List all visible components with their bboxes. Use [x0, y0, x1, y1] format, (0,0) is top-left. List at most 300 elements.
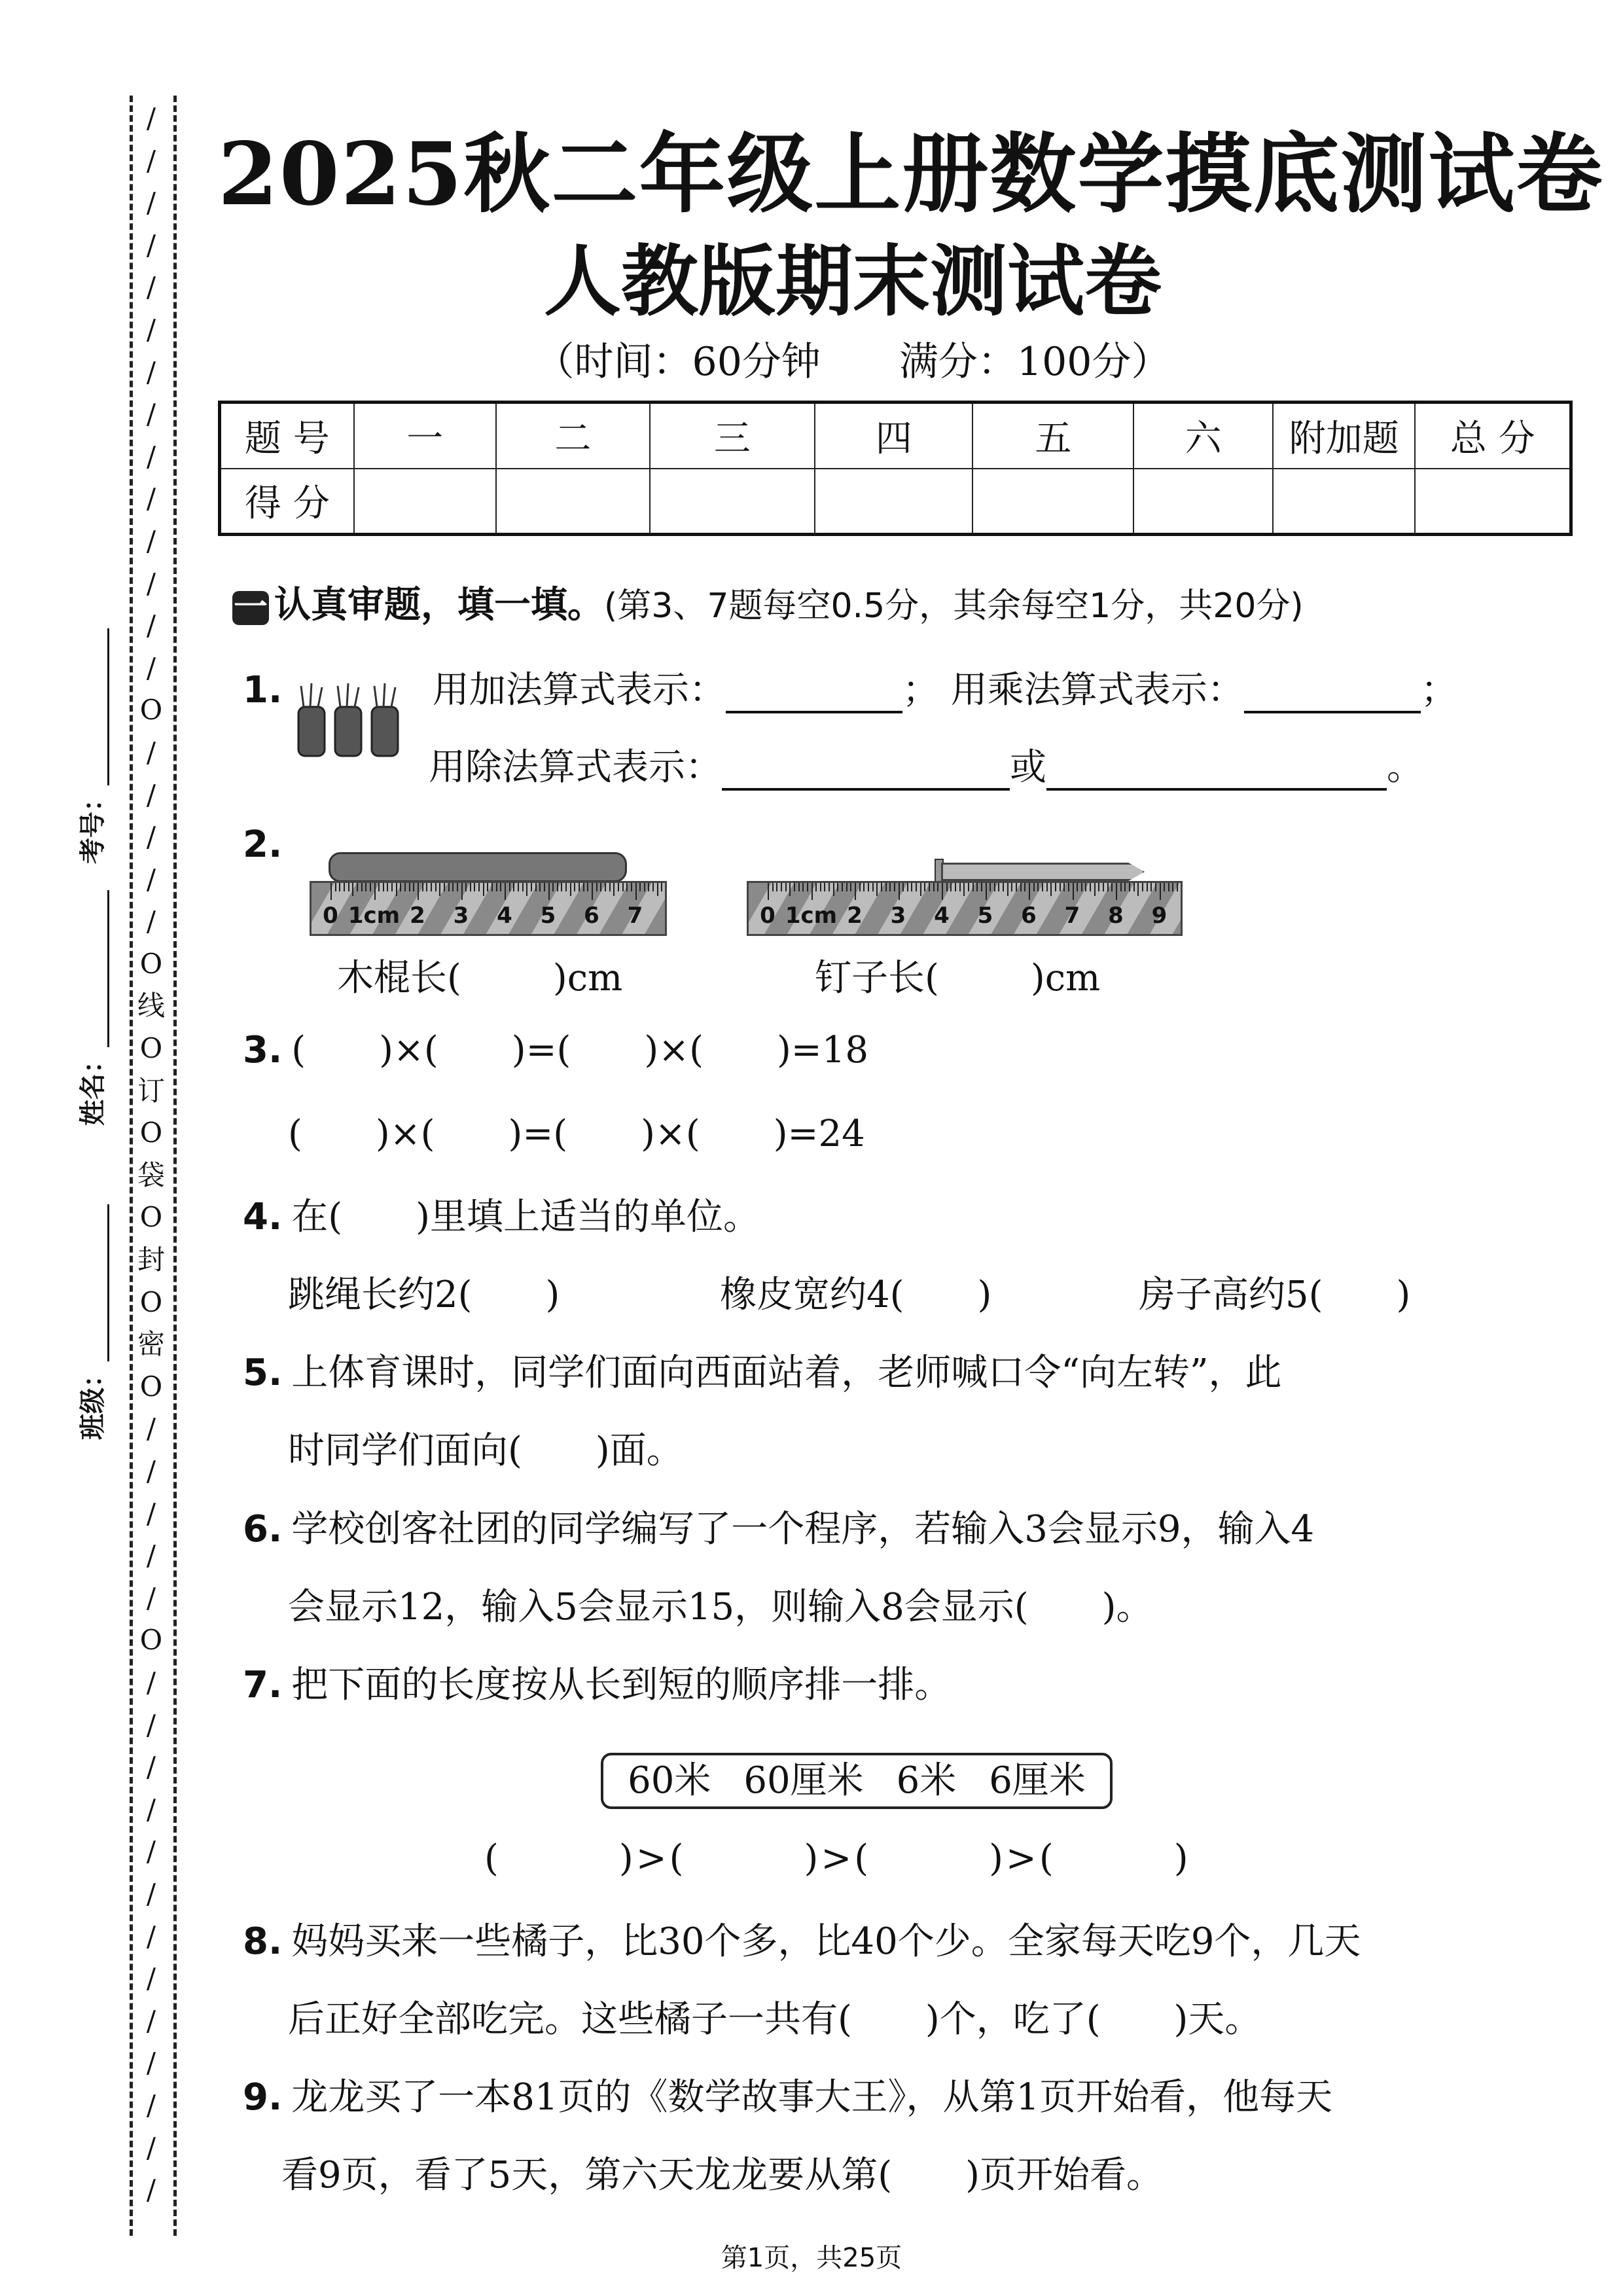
- ruler-tick: [639, 883, 641, 891]
- ruler-tick: [339, 883, 340, 891]
- strip-char: 密: [137, 1328, 165, 1361]
- strip-char: /: [146, 1497, 156, 1530]
- ruler-tick: [574, 883, 575, 891]
- length-item: 6米: [896, 1759, 957, 1802]
- ruler-label: 3: [890, 903, 906, 929]
- ruler-label: 4: [934, 903, 950, 929]
- class-field[interactable]: [107, 1204, 109, 1361]
- ruler-tick: [986, 883, 987, 900]
- strip-char: /: [146, 2131, 156, 2164]
- ruler-tick: [461, 883, 463, 900]
- ruler-tick: [418, 883, 419, 900]
- strip-char: /: [146, 398, 156, 431]
- ruler-tick: [990, 883, 991, 891]
- ruler-tick: [916, 883, 917, 891]
- ruler-tick: [465, 883, 467, 891]
- ruler-tick: [1120, 883, 1122, 891]
- ruler-label: 2: [847, 903, 863, 929]
- ruler-tick: [391, 883, 393, 891]
- length-item: 6厘米: [989, 1759, 1086, 1802]
- q3-line-1[interactable]: ( )×( )=( )×( )=18: [291, 1029, 868, 1071]
- strip-char: /: [146, 609, 156, 642]
- q7-text: 把下面的长度按从长到短的顺序排一排。: [291, 1664, 952, 1706]
- ruler-tick: [1172, 883, 1173, 891]
- ruler-tick: [357, 883, 358, 891]
- ruler-tick: [998, 883, 999, 891]
- ruler-tick: [618, 883, 619, 891]
- question-number: 4.: [243, 1196, 283, 1238]
- ruler-tick: [383, 883, 384, 891]
- strip-char: /: [146, 905, 156, 938]
- ruler-1: [310, 881, 667, 936]
- score-cell[interactable]: [1415, 469, 1571, 535]
- ruler-tick: [483, 883, 484, 896]
- stick-length-question: [337, 949, 622, 1001]
- ruler-tick: [1085, 883, 1086, 891]
- strip-char: /: [146, 440, 156, 473]
- strip-char: 线: [137, 990, 165, 1022]
- ruler-tick: [1068, 883, 1069, 891]
- ruler-tick: [657, 883, 658, 896]
- ruler-tick: [963, 883, 965, 896]
- ruler-tick: [631, 883, 632, 891]
- section-note: (第3、7题每空0.5分，其余每空1分，共20分): [604, 586, 1304, 626]
- ruler-tick: [1177, 883, 1178, 891]
- ruler-tick: [422, 883, 423, 891]
- ruler-tick: [815, 883, 817, 891]
- score-table: [218, 401, 1573, 536]
- separator: ；: [1420, 669, 1457, 711]
- ruler-tick: [435, 883, 437, 891]
- q5-line-2[interactable]: 时同学们面向( )面。: [288, 1429, 683, 1472]
- ruler-tick: [837, 883, 838, 891]
- strip-char: /: [146, 1539, 156, 1572]
- score-table-score-row: [220, 469, 1571, 535]
- length-item: 60厘米: [743, 1759, 864, 1802]
- ruler-tick: [448, 883, 450, 891]
- q1-multiplication-prompt: 用乘法算式表示：: [950, 669, 1244, 711]
- ruler-tick: [807, 883, 808, 891]
- ruler-tick: [1024, 883, 1026, 891]
- ruler-tick: [959, 883, 961, 891]
- ruler-tick: [950, 883, 952, 891]
- ruler-tick: [352, 883, 353, 896]
- q1-division-blank-2[interactable]: [1046, 788, 1387, 791]
- ruler-tick: [565, 883, 567, 891]
- strip-char: /: [146, 1412, 156, 1445]
- ruler-tick: [789, 883, 791, 896]
- q5-line-1: 上体育课时，同学们面向西面站着，老师喊口令“向左转”，此: [291, 1352, 1282, 1394]
- ruler-tick: [452, 883, 454, 891]
- header-cell: 题 号: [220, 403, 354, 469]
- strip-char: /: [146, 1877, 156, 1910]
- ruler-tick: [378, 883, 380, 891]
- ruler-label: 1cm: [785, 903, 838, 929]
- ruler-tick: [361, 883, 363, 891]
- ruler-label: 5: [540, 903, 556, 929]
- strip-char: /: [146, 355, 156, 388]
- ruler-tick: [933, 883, 935, 891]
- strip-char: 封: [137, 1244, 165, 1276]
- question-4: [243, 1188, 760, 1240]
- ruler-tick: [1063, 883, 1065, 891]
- score-cell[interactable]: [650, 469, 815, 535]
- strip-char: /: [146, 2089, 156, 2121]
- ruler-tick: [942, 883, 943, 900]
- ruler-tick: [1124, 883, 1126, 891]
- q4-text: 在( )里填上适当的单位。: [291, 1196, 760, 1238]
- ruler-tick: [794, 883, 795, 891]
- name-label: [72, 890, 109, 1126]
- stick-label: 木棍长(: [337, 957, 461, 999]
- header-cell: 四: [815, 403, 972, 469]
- ruler-tick: [552, 883, 554, 891]
- ruler-tick: [885, 883, 887, 891]
- exam-info: [218, 331, 1488, 387]
- question-2: [243, 823, 291, 866]
- ruler-tick: [1050, 883, 1052, 896]
- strip-char: /: [146, 2004, 156, 2037]
- ruler-tick: [535, 883, 537, 891]
- ruler-tick: [457, 883, 458, 891]
- ruler-tick: [1137, 883, 1139, 896]
- question-7: [243, 1656, 951, 1708]
- ruler-tick: [833, 883, 834, 896]
- strip-char: /: [146, 102, 156, 134]
- ruler-tick: [478, 883, 480, 891]
- ruler-tick: [889, 883, 891, 891]
- strip-char: /: [146, 1835, 156, 1868]
- strip-char: /: [146, 482, 156, 515]
- ruler-tick: [907, 883, 908, 891]
- q1-addition-blank[interactable]: [726, 711, 902, 713]
- strip-char: O: [139, 1624, 163, 1657]
- ruler-tick: [863, 883, 865, 891]
- ruler-tick: [557, 883, 558, 891]
- ruler-tick: [1046, 883, 1048, 891]
- ruler-tick: [1116, 883, 1117, 900]
- q1-division-blank-1[interactable]: [722, 788, 1010, 791]
- score-cell[interactable]: [354, 469, 496, 535]
- ruler-tick: [644, 883, 645, 891]
- ruler-tick: [1060, 883, 1061, 891]
- exam-number-field[interactable]: [107, 628, 109, 785]
- q4-item-c[interactable]: 房子高约5( ): [1139, 1274, 1411, 1316]
- ruler-tick: [994, 883, 995, 891]
- score-cell[interactable]: [815, 469, 972, 535]
- ruler-tick: [330, 883, 332, 900]
- q4-item-b[interactable]: 橡皮宽约4( ): [720, 1274, 992, 1316]
- ruler-tick: [1037, 883, 1039, 891]
- binding-line-text: [131, 102, 171, 2219]
- q3-line-2[interactable]: ( )×( )=( )×( )=24: [288, 1113, 865, 1155]
- row-label: 得 分: [220, 469, 354, 535]
- strip-char: /: [146, 863, 156, 895]
- ruler-tick: [1133, 883, 1135, 891]
- ruler-label: 0: [760, 903, 776, 929]
- strip-char: /: [146, 228, 156, 261]
- exam-number-text: 考号：: [78, 785, 108, 864]
- strip-char: 订: [137, 1074, 165, 1107]
- stick-image: [329, 852, 627, 882]
- ruler-tick: [1077, 883, 1078, 891]
- strip-char: /: [146, 271, 156, 304]
- ruler-tick: [539, 883, 541, 891]
- strip-char: /: [146, 2047, 156, 2079]
- ruler-tick: [899, 883, 900, 900]
- q8-line-1: 妈妈买来一些橘子，比30个多，比40个少。全家每天吃9个，几天: [291, 1920, 1361, 1963]
- question-number: 2.: [243, 823, 283, 866]
- strip-char: /: [146, 821, 156, 853]
- or-text: 或: [1010, 746, 1046, 789]
- ruler-tick: [404, 883, 406, 891]
- section-number-badge: 一: [233, 588, 268, 627]
- ruler-tick: [955, 883, 956, 891]
- lengths-box: [601, 1753, 1113, 1809]
- ruler-tick: [335, 883, 336, 891]
- q9-line-1: 龙龙买了一本81页的《数学故事大王》，从第1页开始看，他每天: [291, 2076, 1333, 2119]
- strip-char: /: [146, 1751, 156, 1784]
- ruler-tick: [426, 883, 427, 891]
- ruler-tick: [772, 883, 774, 891]
- class-text: 班级：: [78, 1361, 108, 1440]
- ruler-label: 4: [497, 903, 512, 929]
- ruler-tick: [526, 883, 527, 896]
- ruler-tick: [902, 883, 904, 891]
- ruler-tick: [842, 883, 843, 891]
- strip-char: /: [146, 1666, 156, 1698]
- ruler-tick: [544, 883, 545, 891]
- ruler-tick: [981, 883, 982, 891]
- score-table-header-row: [220, 403, 1571, 469]
- ruler-tick: [635, 883, 637, 900]
- strip-char: /: [146, 187, 156, 219]
- ruler-tick: [491, 883, 493, 891]
- ruler-tick: [596, 883, 597, 891]
- header-cell: 六: [1133, 403, 1273, 469]
- ruler-tick: [500, 883, 501, 891]
- ruler-tick: [929, 883, 930, 891]
- strip-char: /: [146, 1920, 156, 1952]
- ruler-label: 5: [977, 903, 993, 929]
- ruler-tick: [1168, 883, 1169, 891]
- strip-char: /: [146, 1708, 156, 1741]
- ruler-tick: [920, 883, 921, 896]
- ruler-tick: [370, 883, 371, 891]
- exam-number-label: [72, 628, 109, 864]
- question-6: [243, 1500, 1314, 1552]
- q4-item-a[interactable]: 跳绳长约2( ): [288, 1274, 560, 1316]
- ruler-tick: [829, 883, 830, 891]
- header-cell: 一: [354, 403, 496, 469]
- ruler-tick: [652, 883, 654, 891]
- question-1: [243, 661, 1457, 713]
- nail-label: 钉子长(: [815, 957, 939, 999]
- ruler-tick: [1111, 883, 1113, 891]
- nail-image: [941, 863, 1145, 881]
- ruler-tick: [911, 883, 912, 891]
- unit: )cm: [1030, 957, 1101, 999]
- ruler-tick: [1029, 883, 1030, 900]
- ruler-tick: [855, 883, 856, 900]
- ruler-tick: [583, 883, 584, 891]
- ruler-tick: [1103, 883, 1104, 891]
- strip-char: /: [146, 1793, 156, 1825]
- ruler-2: [747, 881, 1183, 936]
- ruler-tick: [400, 883, 401, 891]
- ruler-tick: [946, 883, 948, 891]
- ruler-label: 1cm: [348, 903, 401, 929]
- ruler-tick: [876, 883, 878, 896]
- ruler-tick: [348, 883, 349, 891]
- ruler-tick: [396, 883, 397, 896]
- question-1-line2: [429, 738, 1423, 791]
- ruler-tick: [1160, 883, 1161, 900]
- strip-char: /: [146, 313, 156, 346]
- ruler-tick: [609, 883, 611, 891]
- ruler-tick: [785, 883, 787, 891]
- ruler-tick: [1142, 883, 1143, 891]
- ruler-tick: [387, 883, 388, 891]
- ruler-tick: [972, 883, 974, 891]
- q1-addition-prompt: 用加法算式表示：: [432, 669, 726, 711]
- ruler-tick: [781, 883, 782, 891]
- ruler-tick: [622, 883, 624, 891]
- question-number: 7.: [243, 1664, 283, 1706]
- question-5: [243, 1344, 1282, 1396]
- header-cell: 总 分: [1415, 403, 1571, 469]
- ruler-tick: [1011, 883, 1012, 891]
- strip-char: O: [139, 1285, 163, 1318]
- question-number: 3.: [243, 1029, 283, 1071]
- score-cell[interactable]: [1133, 469, 1273, 535]
- ruler-tick: [824, 883, 825, 891]
- ruler-tick: [768, 883, 769, 900]
- strip-char: O: [139, 1117, 163, 1149]
- ruler-tick: [344, 883, 345, 891]
- strip-char: /: [146, 778, 156, 811]
- ruler-label: 0: [323, 903, 338, 929]
- ruler-tick: [626, 883, 628, 891]
- ruler-tick: [518, 883, 519, 891]
- question-number: 5.: [243, 1352, 283, 1394]
- page-title: 2025秋二年级上册数学摸底测试卷: [218, 124, 1604, 225]
- ruler-tick: [487, 883, 488, 891]
- ruler-tick: [474, 883, 475, 891]
- ruler-tick: [1055, 883, 1056, 891]
- ruler-tick: [1147, 883, 1148, 891]
- q9-line-2[interactable]: 看9页，看了5天，第六天龙龙要从第( )页开始看。: [281, 2154, 1163, 2197]
- ruler-label: 8: [1108, 903, 1124, 929]
- ruler-tick: [1007, 883, 1008, 896]
- page-subtitle: 人教版期末测试卷: [543, 236, 1162, 327]
- ruler-tick: [1094, 883, 1096, 896]
- question-number: 9.: [243, 2076, 283, 2119]
- strip-char: /: [146, 524, 156, 557]
- q7-answer-line[interactable]: ( )>( )>( )>( ): [484, 1837, 1191, 1880]
- strip-char: O: [139, 1032, 163, 1065]
- name-text: 姓名：: [78, 1047, 108, 1126]
- ruler-tick: [776, 883, 777, 891]
- ruler-tick: [531, 883, 532, 891]
- name-field[interactable]: [107, 890, 109, 1047]
- unit: )cm: [552, 957, 623, 999]
- ruler-tick: [613, 883, 615, 896]
- ruler-tick: [798, 883, 800, 891]
- ruler-label: 9: [1151, 903, 1168, 929]
- strip-char: /: [146, 736, 156, 768]
- strip-char: O: [139, 1201, 163, 1234]
- score-cell[interactable]: [1273, 469, 1415, 535]
- q1-multiplication-blank[interactable]: [1244, 711, 1421, 713]
- nail-length-question: [815, 949, 1100, 1001]
- score-cell[interactable]: [972, 469, 1133, 535]
- header-cell: 三: [650, 403, 815, 469]
- header-cell: 五: [972, 403, 1133, 469]
- ruler-label: 3: [453, 903, 469, 929]
- ruler-tick: [548, 883, 550, 900]
- ruler-tick: [976, 883, 978, 891]
- ruler-tick: [579, 883, 580, 891]
- q6-line-2[interactable]: 会显示12，输入5会显示15，则输入8会显示( )。: [288, 1586, 1153, 1628]
- ruler-tick: [812, 883, 813, 900]
- ruler-tick: [592, 883, 593, 900]
- ruler-tick: [1073, 883, 1074, 900]
- ruler-tick: [1081, 883, 1082, 891]
- strip-char: /: [146, 144, 156, 177]
- strip-char: 袋: [137, 1158, 165, 1191]
- ruler-tick: [968, 883, 969, 891]
- question-9: [243, 2068, 1332, 2121]
- question-number: 8.: [243, 1920, 283, 1963]
- ruler-tick: [374, 883, 376, 900]
- score-cell[interactable]: [496, 469, 650, 535]
- section-header: [232, 576, 1304, 628]
- ruler-tick: [868, 883, 869, 891]
- ruler-tick: [1129, 883, 1130, 891]
- ruler-tick: [1164, 883, 1165, 891]
- ruler-label: 2: [410, 903, 425, 929]
- ruler-tick: [1020, 883, 1022, 891]
- section-title: 认真审题，填一填。: [274, 584, 604, 626]
- ruler-tick: [1003, 883, 1004, 891]
- ruler-tick: [444, 883, 445, 891]
- ruler-tick: [648, 883, 649, 891]
- period: 。: [1387, 746, 1423, 789]
- ruler-tick: [470, 883, 471, 891]
- ruler-tick: [587, 883, 588, 891]
- ruler-tick: [894, 883, 895, 891]
- time-limit: （时间：60分钟: [535, 339, 821, 385]
- ruler-tick: [1155, 883, 1156, 891]
- strip-char: /: [146, 567, 156, 600]
- ruler-tick: [850, 883, 851, 891]
- ruler-tick: [431, 883, 432, 891]
- ruler-tick: [496, 883, 497, 891]
- q8-line-2[interactable]: 后正好全部吃完。这些橘子一共有( )个，吃了( )天。: [288, 1998, 1262, 2041]
- ruler-tick: [881, 883, 882, 891]
- ruler-tick: [937, 883, 938, 891]
- strip-char: /: [146, 1581, 156, 1614]
- ruler-tick: [570, 883, 571, 896]
- ruler-tick: [365, 883, 366, 891]
- ruler-tick: [600, 883, 601, 891]
- ruler-tick: [605, 883, 606, 891]
- ruler-tick: [859, 883, 861, 891]
- ruler-tick: [1098, 883, 1099, 891]
- ruler-label: 7: [627, 903, 643, 929]
- ruler-tick: [561, 883, 562, 891]
